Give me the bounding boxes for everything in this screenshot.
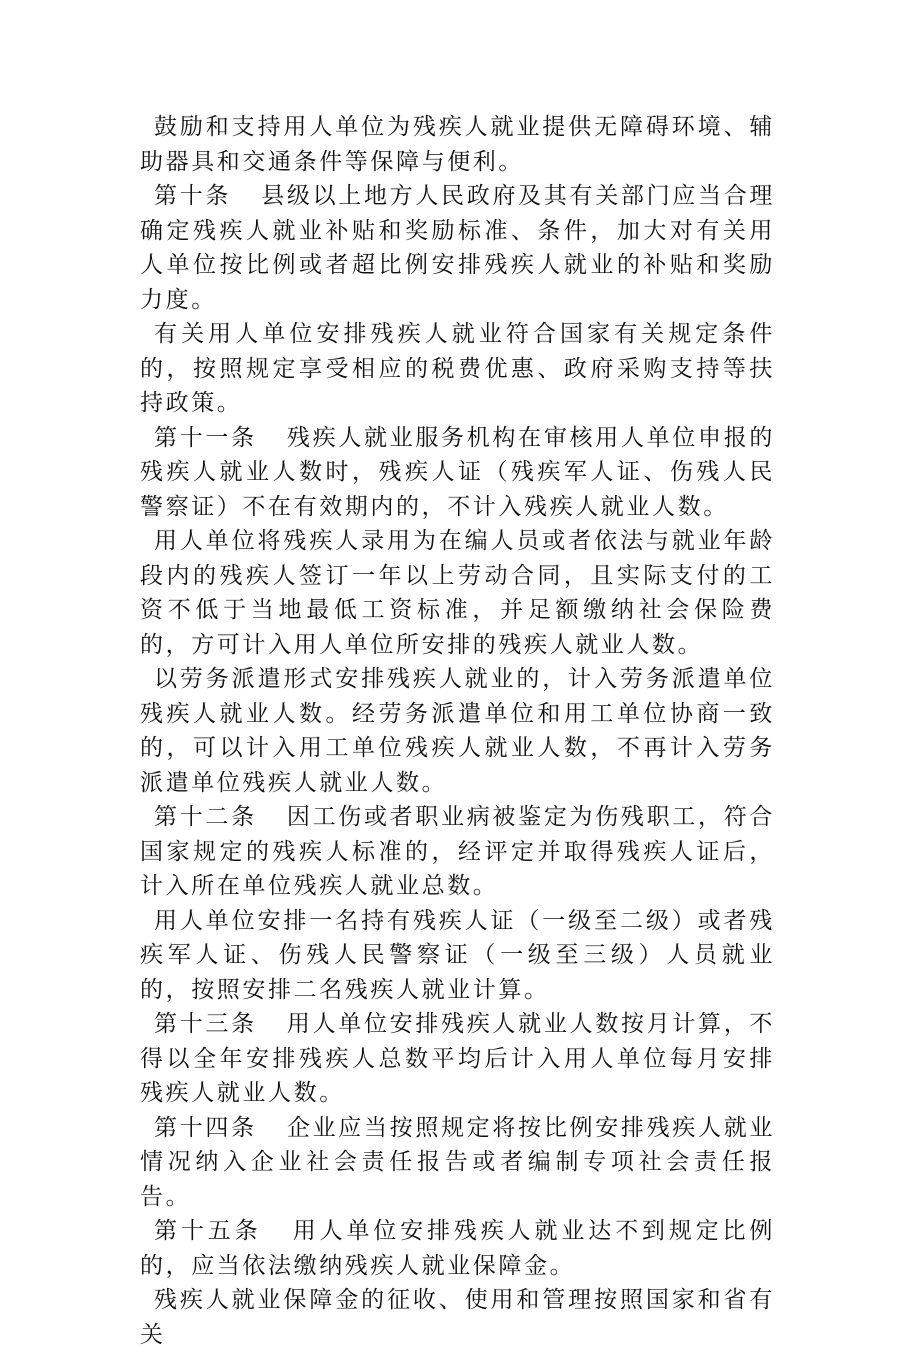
paragraph-text: 企业应当按照规定将按比例安排残疾人就业情况纳入企业社会责任报告或者编制专项社会责任报告。 (140, 1114, 775, 1210)
paragraph-text: 有关用人单位安排残疾人就业符合国家有关规定条件的，按照规定享受相应的税费优惠、政府采购支持等扶持政策。 (140, 321, 775, 416)
paragraph-article-11 (140, 421, 775, 525)
paragraph-text: 县级以上地方人民政府及其有关部门应当合理确定残疾人就业补贴和奖励标准、条件，加大对有关用人单位按比例或者超比例安排残疾人就业的补贴和奖励力度。 (140, 183, 775, 313)
paragraph-text: 鼓励和支持用人单位为残疾人就业提供无障碍环境、辅助器具和交通条件等保障与便利。 (140, 114, 775, 175)
paragraph-article-10 (140, 179, 775, 317)
paragraph-8 (140, 904, 775, 1008)
paragraph-text: 以劳务派遣形式安排残疾人就业的，计入劳务派遣单位残疾人就业人数。经劳务派遣单位和用工单位协商一致的，可以计入用工单位残疾人就业人数，不再计入劳务派遣单位残疾人就业人数。 (140, 666, 775, 796)
paragraph-article-15 (140, 1214, 775, 1283)
paragraph-12 (140, 1283, 775, 1352)
article-number: 第十五条 (154, 1218, 262, 1244)
article-number: 第十三条 (154, 1011, 257, 1037)
paragraph-5 (140, 524, 775, 662)
document-body (140, 110, 775, 1352)
paragraph-text: 用人单位安排残疾人就业人数按月计算，不得以全年安排残疾人总数平均后计入用人单位每月安排残疾人就业人数。 (140, 1011, 775, 1106)
paragraph-text: 用人单位安排一名持有残疾人证（一级至二级）或者残疾军人证、伤残人民警察证（一级至三级）人员就业的，按照安排二名残疾人就业计算。 (140, 907, 775, 1003)
paragraph-6 (140, 662, 775, 800)
article-number: 第十二条 (154, 804, 257, 830)
paragraph-text: 残疾人就业保障金的征收、使用和管理按照国家和省有关 (140, 1287, 775, 1348)
paragraph-text: 因工伤或者职业病被鉴定为伤残职工，符合国家规定的残疾人标准的，经评定并取得残疾人证后，计入所在单位残疾人就业总数。 (140, 804, 775, 899)
article-number: 第十条 (154, 183, 232, 209)
paragraph-text: 残疾人就业服务机构在审核用人单位申报的残疾人就业人数时，残疾人证（残疾军人证、伤残人民警察证）不在有效期内的，不计入残疾人就业人数。 (140, 424, 775, 520)
paragraph-article-14 (140, 1111, 775, 1215)
paragraph-text: 用人单位将残疾人录用为在编人员或者依法与就业年龄段内的残疾人签订一年以上劳动合同，且实际支付的工资不低于当地最低工资标准，并足额缴纳社会保险费的，方可计入用人单位所安排的残疾人就业人数。 (140, 528, 775, 658)
article-number: 第十四条 (154, 1114, 257, 1141)
paragraph-article-13 (140, 1007, 775, 1111)
paragraph-3 (140, 317, 775, 421)
article-number: 第十一条 (154, 424, 257, 451)
paragraph-1 (140, 110, 775, 179)
paragraph-article-12 (140, 800, 775, 904)
paragraph-text: 用人单位安排残疾人就业达不到规定比例的，应当依法缴纳残疾人就业保障金。 (140, 1218, 775, 1279)
